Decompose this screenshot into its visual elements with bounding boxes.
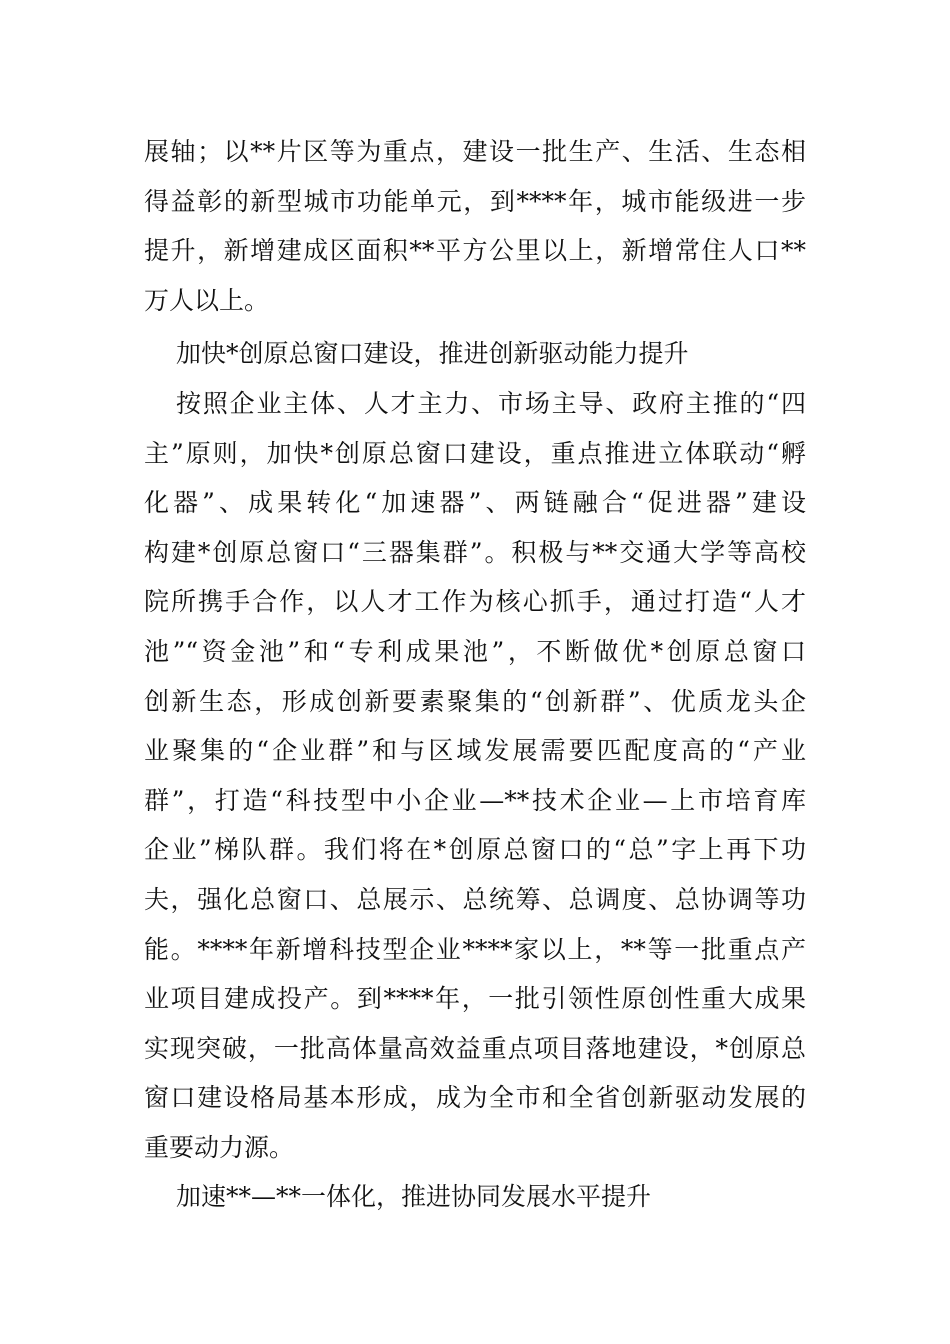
text-line: 夫，强化总窗口、总展示、总统筹、总调度、总协调等功: [144, 884, 806, 914]
text-line: 按照企业主体、人才主力、市场主导、政府主推的“四: [176, 388, 806, 418]
text-line: 池”“资金池”和“专利成果池”，不断做优*创原总窗口: [144, 636, 806, 666]
text-line: 企业”梯队群。我们将在*创原总窗口的“总”字上再下功: [144, 835, 806, 865]
section-heading: [144, 329, 806, 379]
text-line: 能。****年新增科技型企业****家以上，**等一批重点产: [144, 934, 806, 964]
body-paragraph: [144, 379, 806, 1173]
text-line: 创新生态，形成创新要素聚集的“创新群”、优质龙头企: [144, 686, 806, 716]
text-line: 加快*创原总窗口建设，推进创新驱动能力提升: [176, 339, 689, 369]
section-heading: [144, 1172, 806, 1222]
text-line: 构建*创原总窗口“三器集群”。积极与**交通大学等高校: [144, 537, 806, 567]
text-line: 万人以上。: [144, 285, 270, 315]
text-line: 得益彰的新型城市功能单元，到****年，城市能级进一步: [144, 186, 806, 216]
text-line: 群”，打造“科技型中小企业—**技术企业—上市培育库: [144, 785, 806, 815]
text-line: 院所携手合作，以人才工作为核心抓手，通过打造“人才: [144, 587, 806, 617]
text-line: 业聚集的“企业群”和与区域发展需要匹配度高的“产业: [144, 736, 806, 766]
text-line: 主”原则，加快*创原总窗口建设，重点推进立体联动“孵: [144, 438, 806, 468]
text-line: 重要动力源。: [144, 1132, 295, 1162]
body-paragraph: [144, 127, 806, 325]
text-line: 展轴；以**片区等为重点，建设一批生产、生活、生态相: [144, 137, 806, 166]
document-page: [144, 127, 806, 1222]
text-line: 实现突破，一批高体量高效益重点项目落地建设，*创原总: [144, 1033, 806, 1063]
text-line: 窗口建设格局基本形成，成为全市和全省创新驱动发展的: [144, 1083, 806, 1113]
text-line: 业项目建成投产。到****年，一批引领性原创性重大成果: [144, 984, 806, 1014]
text-line: 提升，新增建成区面积**平方公里以上，新增常住人口**: [144, 236, 806, 266]
text-line: 加速**—**一体化，推进协同发展水平提升: [176, 1182, 652, 1212]
text-line: 化器”、成果转化“加速器”、两链融合“促进器”建设: [144, 488, 806, 518]
